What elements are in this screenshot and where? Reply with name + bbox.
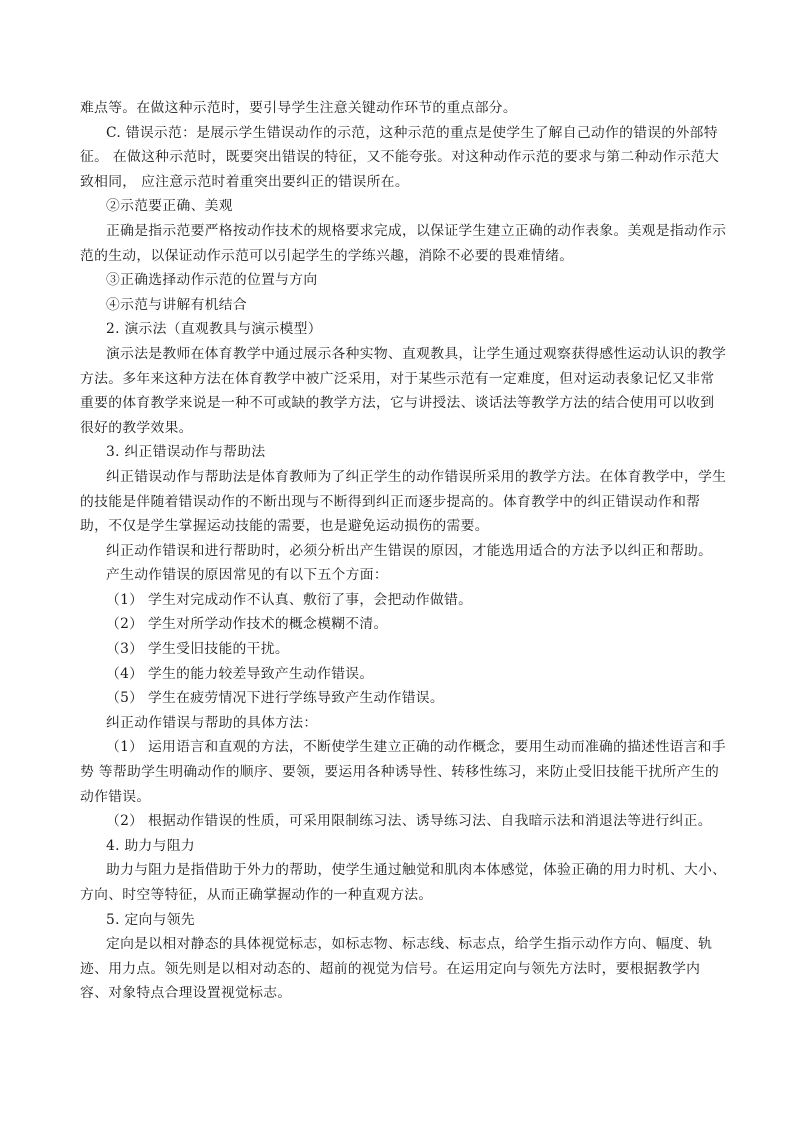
paragraph-methods-intro: 纠正动作错误与帮助的具体方法： [106,714,318,731]
heading-correct-errors: 3. 纠正错误动作与帮助法 [106,444,266,461]
paragraph-assist-resist: 助力与阻力是指借助于外力的帮助，使学生通过触觉和肌肉本体感觉，体验正确的用力时机、大小、方向、时空等特征，从而正确掌握动作的一种直观方法。 [80,862,727,903]
paragraph-demonstration-method: 演示法是教师在体育教学中通过展示各种实物、直观教具，让学生通过观察获得感性运动认识的教学方法。多年来这种方法在体育教学中被广泛采用，对于某些示范有一定难度，但对运动表象记忆又非常重要的体育教学来说是一种不可或缺的教学方法，它与讲授法、谈话法等教学方法的结合使用可以收到很好的教学效果。 [80,345,727,436]
list-item-cause-4: （4） 学生的能力较差导致产生动作错误。 [106,665,374,682]
paragraph-correct-beautiful: 正确是指示范要严格按动作技术的规格要求完成，以保证学生建立正确的动作表象。美观是指动作示范的生动，以保证动作示范可以引起学生的学练兴趣，消除不必要的畏难情绪。 [80,222,727,264]
paragraph-wrong-demo: C. 错误示范：是展示学生错误动作的示范，这种示范的重点是使学生了解自己动作的错误的外部特征。 在做这种示范时，既要突出错误的特征，又不能夸张。对这种动作示范的要求与第二种动作示范大致相同， 应注意示范时着重突出要纠正的错误所在。 [80,124,720,190]
paragraph-correct-errors: 纠正错误动作与帮助法是体育教师为了纠正学生的动作错误所采用的教学方法。在体育教学中，学生的技能是伴随着错误动作的不断出现与不断得到纠正而逐步提高的。体育教学中的纠正错误动作和帮助，不仅是学生掌握运动技能的需要，也是避免运动损伤的需要。 [80,468,727,535]
heading-orient-lead: 5. 定向与领先 [106,911,195,928]
heading-demonstration-method: 2. 演示法（直观教具与演示模型） [106,321,322,338]
document-body [80,96,728,1006]
paragraph-orient-lead: 定向是以相对静态的具体视觉标志，如标志物、标志线、标志点，给学生指示动作方向、幅度、轨迹、用力点。领先则是以相对动态的、超前的视觉为信号。在运用定向与领先方法时，要根据教学内容、对象特点合理设置视觉标志。 [80,936,713,1002]
heading-demo-position: ③正确选择动作示范的位置与方向 [106,272,318,289]
heading-demo-explain: ④示范与讲解有机结合 [106,296,247,313]
paragraph-error-causes-intro: 产生动作错误的原因常见的有以下五个方面： [106,567,388,584]
list-item-cause-2: （2） 学生对所学动作技术的概念模糊不清。 [106,616,388,633]
paragraph-error-analysis: 纠正动作错误和进行帮助时，必须分析出产生错误的原因，才能选用适合的方法予以纠正和帮助。 [106,542,713,559]
paragraph-1: 难点等。在做这种示范时，要引导学生注意关键动作环节的重点部分。 [80,100,518,116]
list-item-cause-3: （3） 学生受旧技能的干扰。 [106,641,289,658]
list-item-cause-5: （5） 学生在疲劳情况下进行学练导致产生动作错误。 [106,690,444,707]
list-item-cause-1: （1） 学生对完成动作不认真、敷衍了事，会把动作做错。 [106,591,473,608]
heading-demo-correct-beautiful: ②示范要正确、美观 [106,198,233,215]
list-item-method-2: （2） 根据动作错误的性质，可采用限制练习法、诱导练习法、自我暗示法和消退法等进行纠正。 [106,813,712,830]
heading-assist-resist: 4. 助力与阻力 [106,837,195,854]
list-item-method-1: （1） 运用语言和直观的方法，不断使学生建立正确的动作概念，要用生动而准确的描述性语言和手势 等帮助学生明确动作的顺序、要领，要运用各种诱导性、转移性练习，来防止受旧技能干扰所产生的动作错误。 [80,739,726,805]
